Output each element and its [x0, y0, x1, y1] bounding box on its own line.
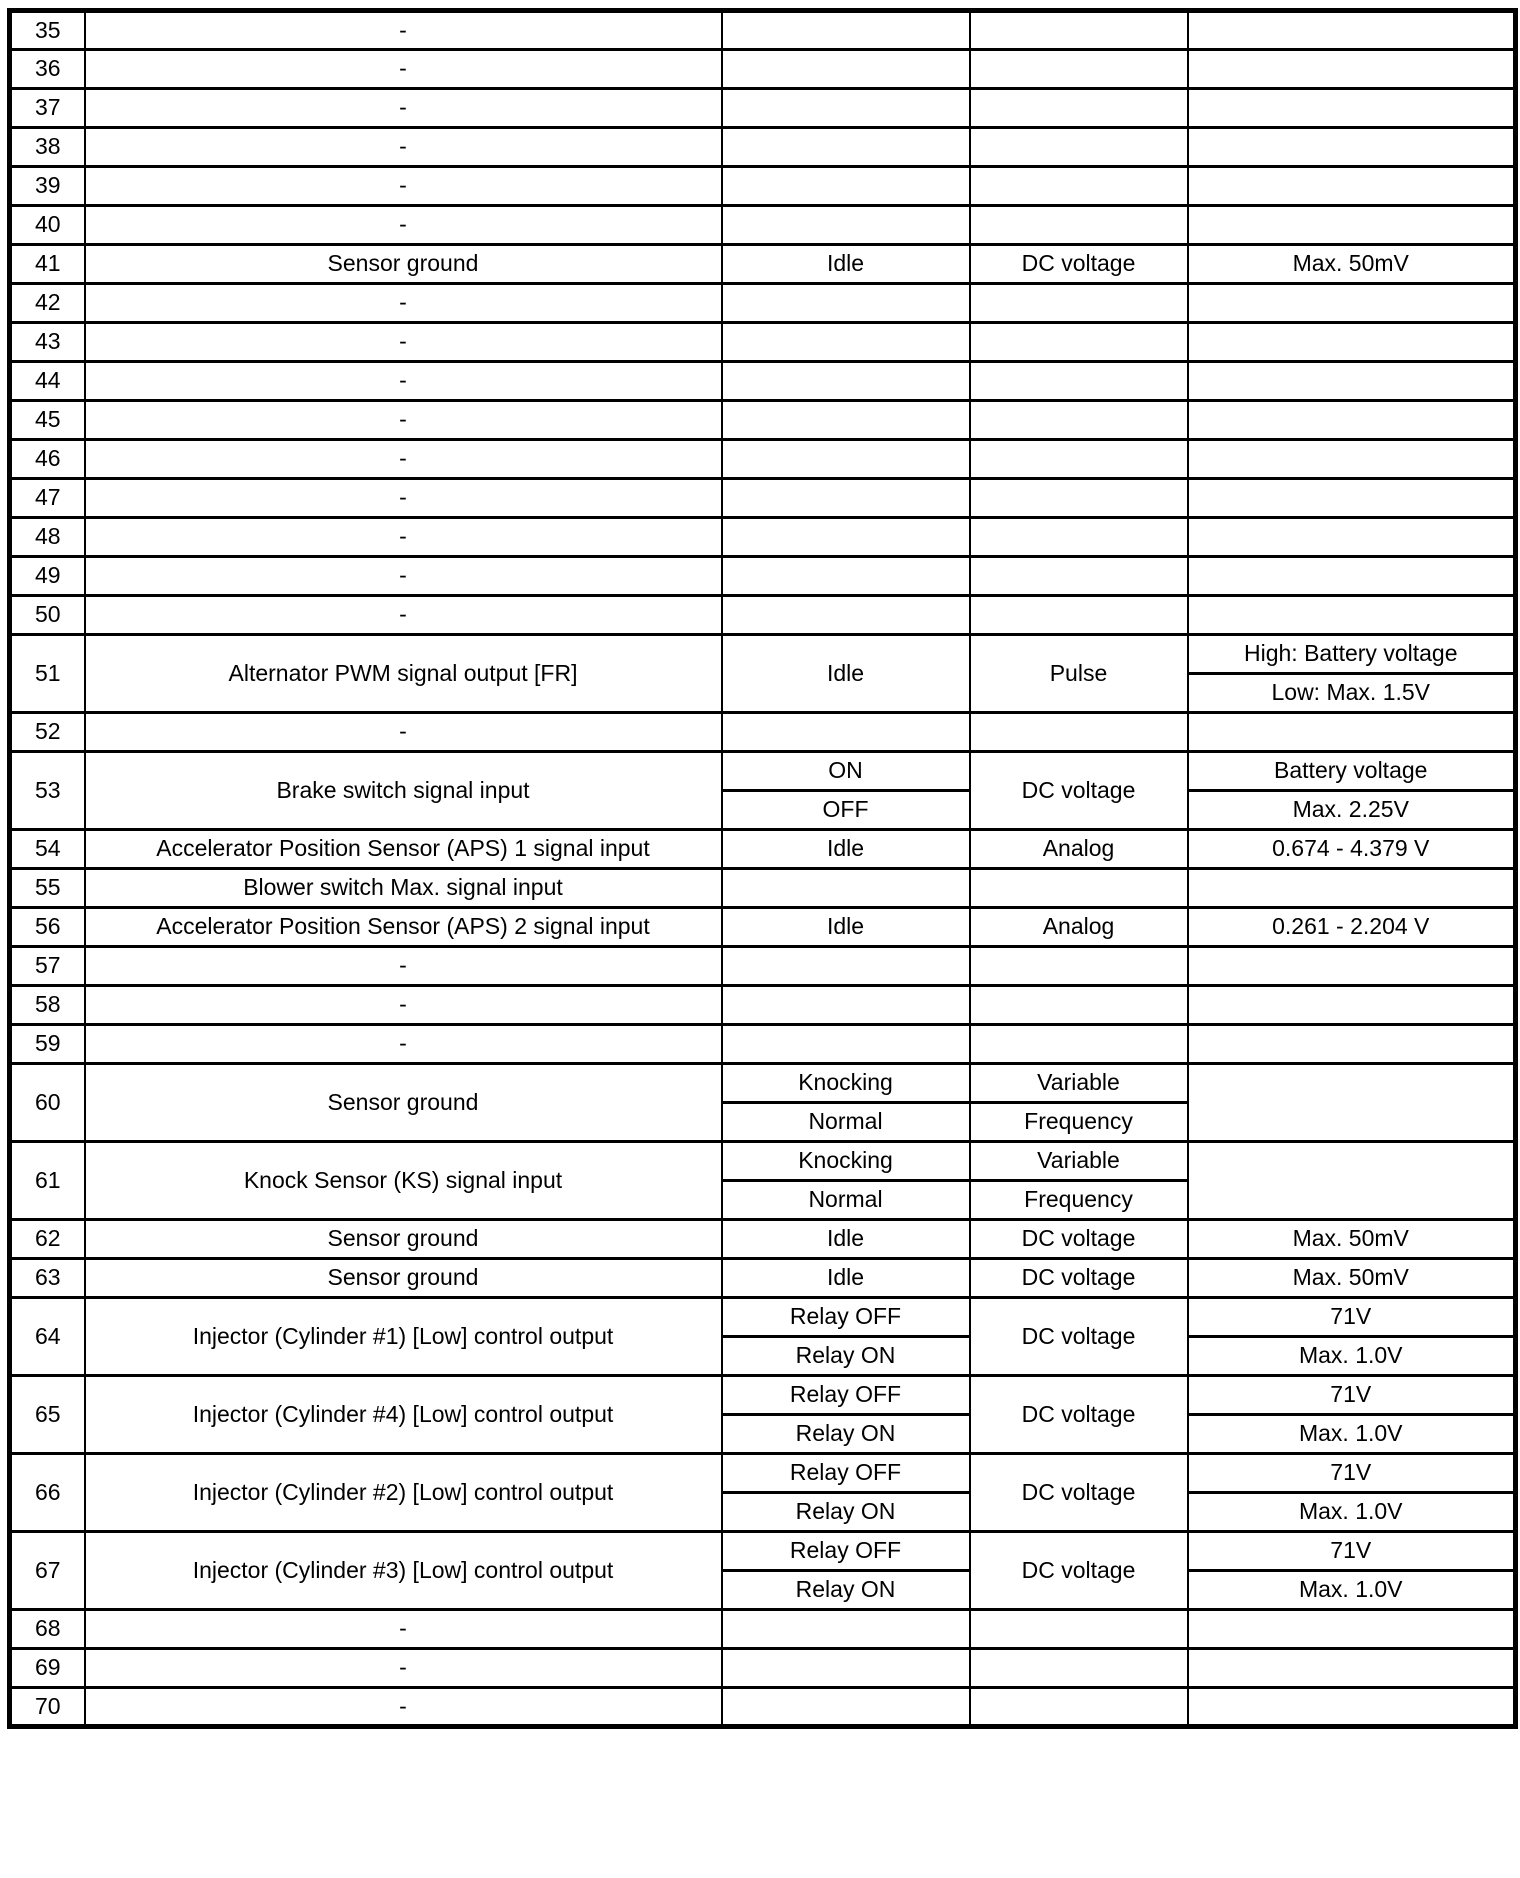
condition-cell	[722, 557, 970, 596]
pin-cell: 36	[10, 50, 85, 89]
table-row	[10, 1220, 1516, 1259]
description-cell: -	[85, 479, 722, 518]
value-cell	[1188, 1610, 1516, 1649]
condition-cell	[722, 440, 970, 479]
type-cell	[970, 947, 1188, 986]
type-cell: Variable	[970, 1064, 1188, 1103]
table-row	[10, 1610, 1516, 1649]
description-cell: Alternator PWM signal output [FR]	[85, 635, 722, 713]
value-cell	[1188, 1142, 1516, 1220]
value-cell: Max. 1.0V	[1188, 1571, 1516, 1610]
pin-cell: 47	[10, 479, 85, 518]
condition-cell: Relay OFF	[722, 1298, 970, 1337]
table-row	[10, 869, 1516, 908]
condition-cell: Idle	[722, 1220, 970, 1259]
value-cell	[1188, 323, 1516, 362]
pin-cell: 45	[10, 401, 85, 440]
table-row	[10, 635, 1516, 674]
condition-cell	[722, 713, 970, 752]
table-row	[10, 128, 1516, 167]
description-cell: Sensor ground	[85, 1064, 722, 1142]
pin-cell: 46	[10, 440, 85, 479]
pin-cell: 62	[10, 1220, 85, 1259]
condition-cell	[722, 128, 970, 167]
pin-cell: 66	[10, 1454, 85, 1532]
type-cell	[970, 128, 1188, 167]
type-cell	[970, 206, 1188, 245]
value-cell: Low: Max. 1.5V	[1188, 674, 1516, 713]
description-cell: -	[85, 713, 722, 752]
condition-cell: Normal	[722, 1181, 970, 1220]
type-cell: DC voltage	[970, 1298, 1188, 1376]
value-cell: Max. 2.25V	[1188, 791, 1516, 830]
pin-cell: 39	[10, 167, 85, 206]
pin-cell: 50	[10, 596, 85, 635]
description-cell: Injector (Cylinder #3) [Low] control output	[85, 1532, 722, 1610]
condition-cell	[722, 986, 970, 1025]
table-row	[10, 11, 1516, 50]
pin-cell: 41	[10, 245, 85, 284]
table-row	[10, 245, 1516, 284]
table-row	[10, 206, 1516, 245]
value-cell	[1188, 50, 1516, 89]
value-cell: Max. 1.0V	[1188, 1415, 1516, 1454]
type-cell	[970, 1610, 1188, 1649]
description-cell: -	[85, 986, 722, 1025]
description-cell: -	[85, 1025, 722, 1064]
pin-cell: 69	[10, 1649, 85, 1688]
condition-cell	[722, 401, 970, 440]
description-cell: -	[85, 557, 722, 596]
table-row	[10, 557, 1516, 596]
description-cell: -	[85, 518, 722, 557]
condition-cell	[722, 362, 970, 401]
description-cell: -	[85, 1649, 722, 1688]
description-cell: Knock Sensor (KS) signal input	[85, 1142, 722, 1220]
value-cell	[1188, 362, 1516, 401]
table-row	[10, 713, 1516, 752]
condition-cell: Idle	[722, 245, 970, 284]
description-cell: -	[85, 167, 722, 206]
value-cell: Max. 50mV	[1188, 245, 1516, 284]
condition-cell: Relay ON	[722, 1493, 970, 1532]
table-row	[10, 1298, 1516, 1337]
condition-cell: Relay OFF	[722, 1376, 970, 1415]
description-cell: -	[85, 323, 722, 362]
description-cell: -	[85, 1688, 722, 1727]
pin-cell: 40	[10, 206, 85, 245]
pin-cell: 65	[10, 1376, 85, 1454]
value-cell: 71V	[1188, 1298, 1516, 1337]
pin-cell: 56	[10, 908, 85, 947]
table-row	[10, 1025, 1516, 1064]
table-row	[10, 167, 1516, 206]
table-row	[10, 1376, 1516, 1415]
type-cell: DC voltage	[970, 752, 1188, 830]
pin-cell: 48	[10, 518, 85, 557]
condition-cell: Normal	[722, 1103, 970, 1142]
type-cell	[970, 557, 1188, 596]
type-cell	[970, 323, 1188, 362]
pin-cell: 59	[10, 1025, 85, 1064]
value-cell: Max. 50mV	[1188, 1220, 1516, 1259]
description-cell: -	[85, 206, 722, 245]
type-cell: DC voltage	[970, 1376, 1188, 1454]
table-row	[10, 284, 1516, 323]
description-cell: -	[85, 50, 722, 89]
description-cell: Injector (Cylinder #1) [Low] control output	[85, 1298, 722, 1376]
condition-cell	[722, 50, 970, 89]
pin-cell: 58	[10, 986, 85, 1025]
value-cell	[1188, 713, 1516, 752]
value-cell	[1188, 89, 1516, 128]
description-cell: Sensor ground	[85, 245, 722, 284]
condition-cell	[722, 11, 970, 50]
pin-table	[7, 8, 1518, 1729]
value-cell	[1188, 986, 1516, 1025]
pin-cell: 52	[10, 713, 85, 752]
table-row	[10, 440, 1516, 479]
table-row	[10, 1532, 1516, 1571]
condition-cell	[722, 596, 970, 635]
pin-cell: 38	[10, 128, 85, 167]
type-cell	[970, 362, 1188, 401]
type-cell: Analog	[970, 830, 1188, 869]
type-cell	[970, 89, 1188, 128]
pin-cell: 68	[10, 1610, 85, 1649]
type-cell	[970, 1025, 1188, 1064]
type-cell: Pulse	[970, 635, 1188, 713]
condition-cell	[722, 1610, 970, 1649]
condition-cell: OFF	[722, 791, 970, 830]
condition-cell	[722, 869, 970, 908]
type-cell: DC voltage	[970, 1454, 1188, 1532]
condition-cell	[722, 1688, 970, 1727]
pin-cell: 51	[10, 635, 85, 713]
pin-cell: 70	[10, 1688, 85, 1727]
description-cell: -	[85, 440, 722, 479]
condition-cell	[722, 284, 970, 323]
type-cell	[970, 50, 1188, 89]
description-cell: -	[85, 596, 722, 635]
pin-cell: 42	[10, 284, 85, 323]
table-row	[10, 1142, 1516, 1181]
value-cell	[1188, 1688, 1516, 1727]
type-cell	[970, 713, 1188, 752]
value-cell: 71V	[1188, 1454, 1516, 1493]
value-cell: Battery voltage	[1188, 752, 1516, 791]
table-row	[10, 947, 1516, 986]
table-row	[10, 1688, 1516, 1727]
pin-cell: 54	[10, 830, 85, 869]
description-cell: Brake switch signal input	[85, 752, 722, 830]
condition-cell: Idle	[722, 1259, 970, 1298]
type-cell	[970, 284, 1188, 323]
table-row	[10, 518, 1516, 557]
table-row	[10, 1064, 1516, 1103]
description-cell: -	[85, 89, 722, 128]
condition-cell	[722, 1649, 970, 1688]
description-cell: -	[85, 401, 722, 440]
condition-cell: Idle	[722, 635, 970, 713]
type-cell	[970, 1688, 1188, 1727]
type-cell	[970, 596, 1188, 635]
value-cell	[1188, 440, 1516, 479]
condition-cell: Knocking	[722, 1064, 970, 1103]
condition-cell	[722, 947, 970, 986]
description-cell: Injector (Cylinder #4) [Low] control output	[85, 1376, 722, 1454]
description-cell: -	[85, 11, 722, 50]
value-cell	[1188, 1649, 1516, 1688]
table-row	[10, 908, 1516, 947]
value-cell	[1188, 557, 1516, 596]
table-row	[10, 401, 1516, 440]
value-cell	[1188, 128, 1516, 167]
condition-cell: Relay ON	[722, 1337, 970, 1376]
condition-cell	[722, 167, 970, 206]
value-cell	[1188, 1025, 1516, 1064]
description-cell: -	[85, 284, 722, 323]
type-cell	[970, 401, 1188, 440]
pin-cell: 60	[10, 1064, 85, 1142]
description-cell: -	[85, 1610, 722, 1649]
condition-cell	[722, 1025, 970, 1064]
value-cell	[1188, 284, 1516, 323]
description-cell: -	[85, 947, 722, 986]
type-cell	[970, 518, 1188, 557]
description-cell: Injector (Cylinder #2) [Low] control output	[85, 1454, 722, 1532]
value-cell	[1188, 167, 1516, 206]
table-row	[10, 1454, 1516, 1493]
type-cell	[970, 986, 1188, 1025]
condition-cell: Relay OFF	[722, 1454, 970, 1493]
type-cell: DC voltage	[970, 1220, 1188, 1259]
condition-cell	[722, 323, 970, 362]
pin-cell: 63	[10, 1259, 85, 1298]
type-cell: DC voltage	[970, 1259, 1188, 1298]
value-cell	[1188, 947, 1516, 986]
description-cell: Accelerator Position Sensor (APS) 1 signal input	[85, 830, 722, 869]
value-cell	[1188, 206, 1516, 245]
table-row	[10, 1649, 1516, 1688]
table-row	[10, 830, 1516, 869]
value-cell: Max. 1.0V	[1188, 1493, 1516, 1532]
value-cell	[1188, 479, 1516, 518]
condition-cell	[722, 479, 970, 518]
description-cell: Sensor ground	[85, 1220, 722, 1259]
value-cell: 71V	[1188, 1532, 1516, 1571]
pin-table-body	[10, 11, 1516, 1727]
type-cell	[970, 479, 1188, 518]
condition-cell: Idle	[722, 908, 970, 947]
condition-cell: Idle	[722, 830, 970, 869]
type-cell: Frequency	[970, 1181, 1188, 1220]
type-cell: Variable	[970, 1142, 1188, 1181]
description-cell: -	[85, 128, 722, 167]
value-cell: 0.674 - 4.379 V	[1188, 830, 1516, 869]
condition-cell: Relay ON	[722, 1571, 970, 1610]
pin-cell: 55	[10, 869, 85, 908]
type-cell: Frequency	[970, 1103, 1188, 1142]
table-row	[10, 596, 1516, 635]
pin-cell: 44	[10, 362, 85, 401]
value-cell: 0.261 - 2.204 V	[1188, 908, 1516, 947]
type-cell: DC voltage	[970, 245, 1188, 284]
description-cell: Sensor ground	[85, 1259, 722, 1298]
pin-cell: 53	[10, 752, 85, 830]
value-cell	[1188, 1064, 1516, 1142]
description-cell: Accelerator Position Sensor (APS) 2 signal input	[85, 908, 722, 947]
value-cell	[1188, 11, 1516, 50]
condition-cell: ON	[722, 752, 970, 791]
table-row	[10, 50, 1516, 89]
value-cell	[1188, 401, 1516, 440]
pin-cell: 35	[10, 11, 85, 50]
pin-cell: 43	[10, 323, 85, 362]
pin-cell: 37	[10, 89, 85, 128]
type-cell	[970, 167, 1188, 206]
type-cell	[970, 869, 1188, 908]
value-cell: Max. 1.0V	[1188, 1337, 1516, 1376]
table-row	[10, 1259, 1516, 1298]
value-cell: High: Battery voltage	[1188, 635, 1516, 674]
description-cell: -	[85, 362, 722, 401]
value-cell: 71V	[1188, 1376, 1516, 1415]
table-row	[10, 89, 1516, 128]
condition-cell	[722, 89, 970, 128]
pin-cell: 67	[10, 1532, 85, 1610]
type-cell	[970, 440, 1188, 479]
pin-cell: 61	[10, 1142, 85, 1220]
table-row	[10, 986, 1516, 1025]
type-cell: Analog	[970, 908, 1188, 947]
condition-cell: Knocking	[722, 1142, 970, 1181]
pin-cell: 57	[10, 947, 85, 986]
table-row	[10, 479, 1516, 518]
type-cell	[970, 1649, 1188, 1688]
value-cell: Max. 50mV	[1188, 1259, 1516, 1298]
table-row	[10, 752, 1516, 791]
condition-cell	[722, 518, 970, 557]
description-cell: Blower switch Max. signal input	[85, 869, 722, 908]
pin-cell: 64	[10, 1298, 85, 1376]
condition-cell: Relay OFF	[722, 1532, 970, 1571]
table-row	[10, 323, 1516, 362]
type-cell: DC voltage	[970, 1532, 1188, 1610]
pin-cell: 49	[10, 557, 85, 596]
value-cell	[1188, 518, 1516, 557]
condition-cell: Relay ON	[722, 1415, 970, 1454]
value-cell	[1188, 596, 1516, 635]
value-cell	[1188, 869, 1516, 908]
table-row	[10, 362, 1516, 401]
type-cell	[970, 11, 1188, 50]
condition-cell	[722, 206, 970, 245]
